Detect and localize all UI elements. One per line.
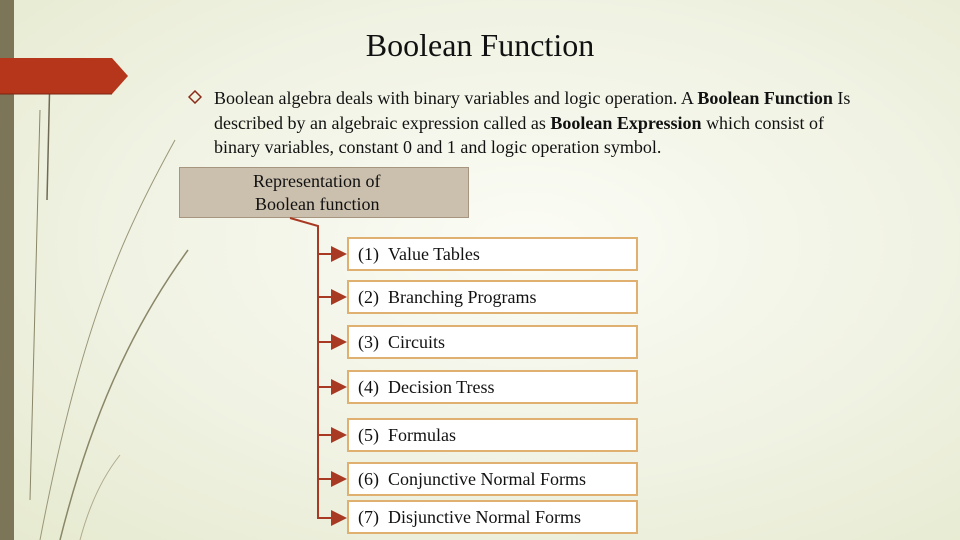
paragraph-text-3: which consist of binary variables, constant 0 and 1 and logic operation symbol. <box>214 112 825 157</box>
node-item-5 <box>347 418 638 452</box>
paragraph-text-1: Boolean algebra deals with binary variables and logic operation. A <box>214 88 698 108</box>
node-item-number: (2) <box>358 287 379 307</box>
paragraph-text-2: Is described by an algebraic expression called as <box>214 88 851 133</box>
node-item-7 <box>347 500 638 534</box>
node-item-2 <box>347 280 638 314</box>
node-item-label: Disjunctive Normal Forms <box>388 507 581 527</box>
node-item-number: (7) <box>358 507 379 527</box>
paragraph-bold-boolean-expression: Boolean Expression <box>550 112 702 133</box>
node-item-4 <box>347 370 638 404</box>
node-item-number: (6) <box>358 469 379 489</box>
root-label-line2: Boolean function <box>255 194 380 214</box>
node-item-label: Conjunctive Normal Forms <box>388 469 586 489</box>
paragraph-bold-boolean-function: Boolean Function <box>697 88 833 108</box>
node-item-number: (4) <box>358 377 379 397</box>
slide-title: Boolean Function <box>365 27 595 63</box>
node-item-label: Formulas <box>388 425 457 445</box>
node-item-number: (1) <box>358 244 379 264</box>
node-item-number: (3) <box>358 332 379 352</box>
root-label-line1: Representation of <box>253 171 381 191</box>
node-item-label: Branching Programs <box>388 287 537 307</box>
node-item-label: Value Tables <box>388 244 480 264</box>
node-item-label: Circuits <box>388 332 445 352</box>
node-item-3 <box>347 325 638 359</box>
node-item-number: (5) <box>358 425 379 445</box>
node-item-label: Decision Tress <box>388 377 495 397</box>
node-item-6 <box>347 462 638 496</box>
node-item-1 <box>347 237 638 271</box>
